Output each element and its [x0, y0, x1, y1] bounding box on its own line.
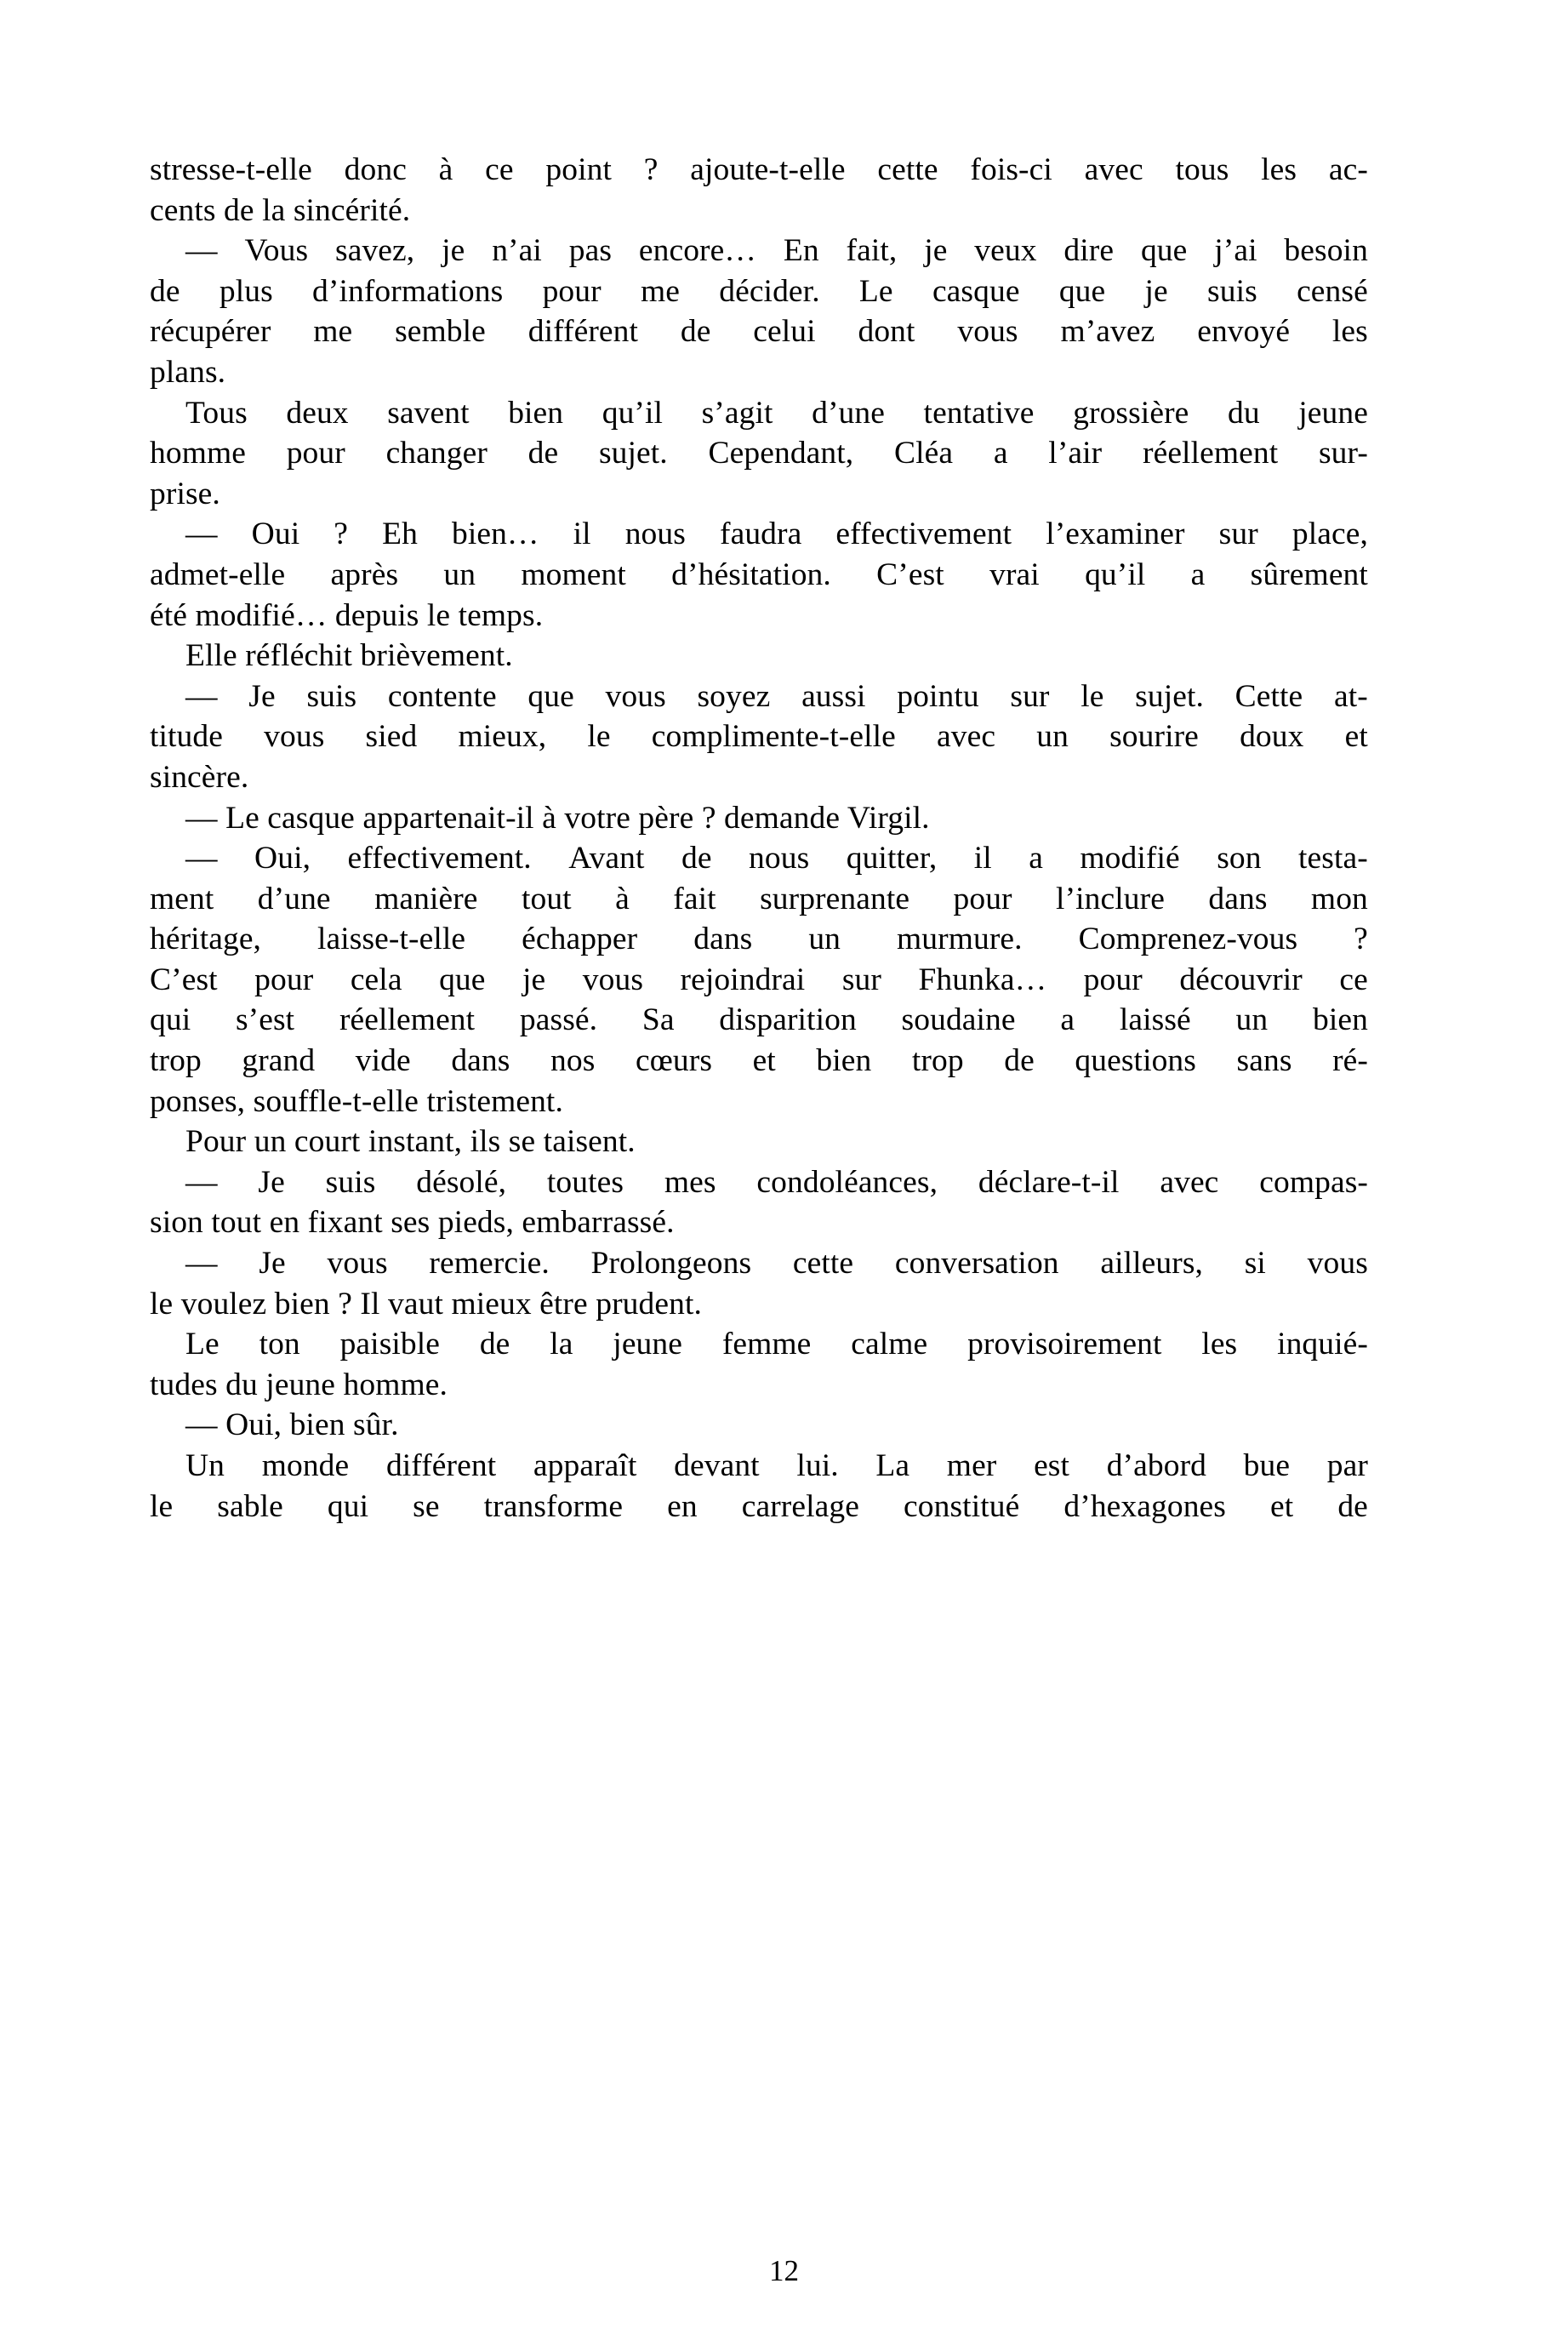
line-word: remercie.: [429, 1246, 550, 1282]
line-word: grand: [242, 1043, 316, 1079]
line-word: tout: [521, 881, 572, 916]
line-word: dans: [1208, 881, 1268, 916]
line-word: grossière: [1073, 395, 1189, 431]
line-word: Oui,: [254, 841, 311, 876]
line-word: fois-ci: [970, 152, 1052, 187]
line-word: effectivement: [835, 517, 1012, 552]
line-word: fait,: [846, 233, 898, 269]
line-word: sur: [1218, 517, 1258, 552]
line-word: semble: [395, 314, 486, 350]
line-word: femme: [721, 1327, 812, 1362]
line-word: ce: [1339, 962, 1368, 997]
line-word: il: [973, 841, 992, 876]
line-word: sourire: [1109, 719, 1199, 755]
line-word: décider.: [719, 273, 820, 309]
line-word: sur: [1010, 678, 1050, 714]
line-word: ment: [150, 881, 214, 916]
text-line: [150, 1162, 1368, 1203]
text-line: [150, 150, 1368, 191]
line-word: de: [1004, 1043, 1035, 1079]
line-word: je: [522, 962, 546, 997]
text-line: plans.: [150, 354, 226, 390]
line-word: suis: [325, 1164, 376, 1200]
line-word: mes: [664, 1164, 716, 1200]
line-word: le: [150, 1488, 174, 1524]
line-word: Sa: [641, 1002, 675, 1038]
line-word: Vous: [244, 233, 309, 269]
line-word: testa-: [1298, 841, 1368, 876]
line-word: sied: [365, 719, 418, 755]
line-word: surprenante: [760, 881, 910, 916]
line-word: dont: [858, 314, 915, 350]
line-word: nous: [749, 841, 810, 876]
line-word: moment: [521, 557, 626, 592]
text-line: [150, 1487, 1368, 1527]
line-word: bien…: [451, 517, 539, 552]
line-word: sûrement: [1250, 557, 1368, 592]
line-word: tous: [1175, 152, 1229, 187]
text-line: [150, 1041, 1368, 1082]
line-word: savent: [387, 395, 470, 431]
line-word: savez,: [335, 233, 415, 269]
line-word: tentative: [923, 395, 1035, 431]
line-word: —: [185, 233, 218, 269]
line-word: pour: [254, 962, 314, 997]
line-word: inquié-: [1277, 1327, 1368, 1362]
line-word: de: [527, 436, 559, 471]
line-word: d’hexagones: [1063, 1488, 1226, 1524]
line-word: quitter,: [846, 841, 938, 876]
line-word: rejoindrai: [680, 962, 806, 997]
line-word: différent: [385, 1448, 497, 1483]
line-word: se: [413, 1488, 440, 1524]
line-word: provisoirement: [967, 1327, 1162, 1362]
line-word: —: [185, 841, 218, 876]
line-word: à: [438, 152, 453, 187]
line-word: lui.: [796, 1448, 839, 1483]
line-word: conversation: [894, 1246, 1059, 1282]
line-word: un: [1036, 719, 1069, 755]
line-word: dire: [1063, 233, 1115, 269]
line-word: Cléa: [893, 436, 954, 471]
line-word: je: [1144, 273, 1168, 309]
line-word: C’est: [150, 962, 218, 997]
line-word: —: [185, 517, 218, 552]
line-word: disparition: [719, 1002, 857, 1038]
line-word: l’inclure: [1056, 881, 1165, 916]
line-word: besoin: [1284, 233, 1368, 269]
line-word: vous: [264, 719, 325, 755]
line-word: carrelage: [741, 1488, 860, 1524]
line-word: modifié: [1080, 841, 1180, 876]
line-word: Tous: [185, 395, 248, 431]
line-word: pas: [568, 233, 613, 269]
line-word: Un: [185, 1448, 225, 1483]
line-word: fait: [673, 881, 716, 916]
line-word: un: [443, 557, 476, 592]
line-word: l’air: [1048, 436, 1103, 471]
line-word: de: [681, 841, 712, 876]
line-word: les: [1201, 1327, 1238, 1362]
text-line: [150, 960, 1368, 1001]
line-word: pour: [953, 881, 1012, 916]
line-word: avec: [937, 719, 996, 755]
line-word: —: [185, 1164, 218, 1200]
line-word: Je: [248, 678, 276, 714]
line-word: envoyé: [1197, 314, 1291, 350]
line-word: dans: [693, 922, 753, 957]
text-line: [150, 1446, 1368, 1487]
line-word: m’avez: [1060, 314, 1155, 350]
line-word: vide: [355, 1043, 411, 1079]
page-text-block: [150, 150, 1368, 1527]
line-word: pour: [286, 436, 345, 471]
line-word: constitué: [904, 1488, 1020, 1524]
line-word: condoléances,: [756, 1164, 938, 1200]
line-word: qu’il: [1085, 557, 1146, 592]
line-word: Prolongeons: [590, 1246, 752, 1282]
line-word: sujet.: [598, 436, 668, 471]
line-word: jeune: [1298, 395, 1368, 431]
line-word: cœurs: [635, 1043, 713, 1079]
line-word: —: [185, 678, 218, 714]
line-word: me: [640, 273, 680, 309]
line-word: devant: [674, 1448, 760, 1483]
line-word: et: [752, 1043, 776, 1079]
line-word: que: [1140, 233, 1188, 269]
line-word: laissé: [1119, 1002, 1191, 1038]
text-line: [150, 271, 1368, 312]
line-word: censé: [1297, 273, 1368, 309]
line-word: sur: [841, 962, 881, 997]
line-word: pointu: [897, 678, 979, 714]
line-word: encore…: [638, 233, 756, 269]
page-number: 12: [769, 2254, 799, 2287]
line-word: il: [573, 517, 591, 552]
line-word: toutes: [546, 1164, 624, 1200]
line-word: a: [993, 436, 1008, 471]
line-word: suis: [1207, 273, 1257, 309]
line-word: par: [1326, 1448, 1368, 1483]
line-word: ailleurs,: [1100, 1246, 1204, 1282]
line-word: Je: [259, 1246, 286, 1282]
text-line: sincère.: [150, 759, 249, 795]
line-word: Le: [185, 1327, 220, 1362]
line-word: suis: [306, 678, 357, 714]
line-word: vous: [582, 962, 644, 997]
line-word: mieux,: [458, 719, 547, 755]
line-word: n’ai: [492, 233, 542, 269]
line-word: que: [439, 962, 486, 997]
line-word: que: [1058, 273, 1106, 309]
text-line: sion tout en fixant ses pieds, embarrassé.: [150, 1205, 675, 1241]
line-word: sable: [217, 1488, 283, 1524]
text-line: [150, 919, 1368, 960]
line-word: Je: [258, 1164, 285, 1200]
line-word: qui: [327, 1488, 369, 1524]
line-word: vous: [957, 314, 1018, 350]
line-word: bien: [508, 395, 564, 431]
line-word: C’est: [876, 557, 944, 592]
text-line: ponses, souffle-t-elle tristement.: [150, 1083, 563, 1119]
line-word: pour: [542, 273, 602, 309]
line-word: murmure.: [897, 922, 1023, 957]
line-word: transforme: [483, 1488, 624, 1524]
line-word: Comprenez-vous: [1078, 922, 1298, 957]
text-line: prise.: [150, 476, 220, 511]
line-word: laisse-t-elle: [317, 922, 466, 957]
line-word: a: [1190, 557, 1206, 592]
line-word: ?: [1354, 922, 1368, 957]
text-line: — Oui, bien sûr.: [185, 1407, 399, 1443]
line-word: Cependant,: [708, 436, 854, 471]
line-word: passé.: [519, 1002, 598, 1038]
line-word: le: [1080, 678, 1104, 714]
line-word: doux: [1240, 719, 1304, 755]
line-word: celui: [753, 314, 816, 350]
line-word: Fhunka…: [918, 962, 1047, 997]
line-word: avec: [1084, 152, 1143, 187]
line-word: après: [330, 557, 399, 592]
line-word: donc: [344, 152, 407, 187]
line-word: ajoute-t-elle: [690, 152, 846, 187]
line-word: récupérer: [150, 314, 271, 350]
line-word: La: [875, 1448, 910, 1483]
line-word: complimente-t-elle: [651, 719, 896, 755]
line-word: de: [1337, 1488, 1368, 1524]
line-word: Le: [858, 273, 893, 309]
line-word: déclare-t-il: [978, 1164, 1120, 1200]
line-word: cette: [877, 152, 938, 187]
line-word: monde: [261, 1448, 350, 1483]
text-line: cents de la sincérité.: [150, 192, 411, 228]
line-word: aussi: [801, 678, 866, 714]
line-word: si: [1244, 1246, 1266, 1282]
line-word: d’une: [257, 881, 331, 916]
line-word: effectivement.: [347, 841, 532, 876]
text-line: Pour un court instant, ils se taisent.: [185, 1124, 636, 1160]
line-word: j’ai: [1214, 233, 1257, 269]
line-word: jeune: [613, 1327, 683, 1362]
line-word: de: [150, 273, 180, 309]
line-word: vous: [327, 1246, 388, 1282]
text-line: [150, 231, 1368, 271]
line-word: réellement: [1142, 436, 1279, 471]
line-word: casque: [932, 273, 1020, 309]
text-line: été modifié… depuis le temps.: [150, 597, 544, 633]
text-line: le voulez bien ? Il vaut mieux être prudent.: [150, 1286, 702, 1322]
line-word: trop: [911, 1043, 964, 1079]
line-word: son: [1217, 841, 1262, 876]
line-word: a: [1029, 841, 1043, 876]
line-word: je: [924, 233, 948, 269]
line-word: qu’il: [602, 395, 664, 431]
line-word: nous: [624, 517, 686, 552]
line-word: stresse-t-elle: [150, 152, 312, 187]
line-word: faudra: [719, 517, 802, 552]
text-line: [150, 1000, 1368, 1041]
line-word: qui: [150, 1002, 191, 1038]
line-word: sujet.: [1135, 678, 1204, 714]
line-word: avec: [1160, 1164, 1219, 1200]
line-word: at-: [1333, 678, 1368, 714]
line-word: changer: [385, 436, 488, 471]
line-word: la: [550, 1327, 573, 1362]
line-word: et: [1270, 1488, 1294, 1524]
text-line: [150, 555, 1368, 596]
line-word: un: [1235, 1002, 1269, 1038]
line-word: de: [680, 314, 711, 350]
line-word: homme: [150, 436, 246, 471]
line-word: ac-: [1328, 152, 1368, 187]
line-word: vous: [605, 678, 666, 714]
line-word: calme: [851, 1327, 928, 1362]
line-word: ré-: [1332, 1043, 1368, 1079]
line-word: en: [667, 1488, 698, 1524]
line-word: veux: [974, 233, 1037, 269]
line-word: vous: [1307, 1246, 1368, 1282]
line-word: de: [479, 1327, 510, 1362]
line-word: je: [442, 233, 465, 269]
line-word: point: [545, 152, 612, 187]
text-line: — Le casque appartenait-il à votre père ? demande Virgil.: [185, 800, 930, 836]
text-line: tudes du jeune homme.: [150, 1367, 448, 1402]
line-word: apparaît: [533, 1448, 637, 1483]
line-word: est: [1034, 1448, 1070, 1483]
line-word: du: [1227, 395, 1260, 431]
line-word: contente: [387, 678, 497, 714]
line-word: titude: [150, 719, 224, 755]
text-line: [150, 879, 1368, 920]
line-word: bien: [816, 1043, 872, 1079]
line-word: soudaine: [901, 1002, 1016, 1038]
text-line: Elle réfléchit brièvement.: [185, 638, 513, 674]
line-word: ton: [259, 1327, 300, 1362]
line-word: un: [808, 922, 841, 957]
line-word: désolé,: [416, 1164, 507, 1200]
line-word: questions: [1075, 1043, 1196, 1079]
line-word: découvrir: [1179, 962, 1303, 997]
line-word: trop: [150, 1043, 202, 1079]
line-word: manière: [374, 881, 478, 916]
text-line: [150, 1243, 1368, 1284]
line-word: l’examiner: [1046, 517, 1185, 552]
line-word: s’agit: [701, 395, 773, 431]
line-word: soyez: [697, 678, 771, 714]
text-line: [150, 393, 1368, 434]
line-word: cette: [792, 1246, 854, 1282]
line-word: les: [1331, 314, 1368, 350]
text-line: [150, 1324, 1368, 1365]
line-word: réellement: [339, 1002, 476, 1038]
line-word: mon: [1310, 881, 1368, 916]
line-word: Cette: [1234, 678, 1303, 714]
line-word: dans: [451, 1043, 510, 1079]
line-word: d’hésitation.: [671, 557, 831, 592]
line-word: paisible: [339, 1327, 441, 1362]
text-line: [150, 514, 1368, 555]
line-word: d’abord: [1106, 1448, 1207, 1483]
line-word: les: [1261, 152, 1297, 187]
line-word: cela: [350, 962, 402, 997]
line-word: ?: [334, 517, 349, 552]
line-word: sans: [1236, 1043, 1292, 1079]
line-word: bien: [1312, 1002, 1368, 1038]
line-word: compas-: [1259, 1164, 1368, 1200]
line-word: deux: [286, 395, 349, 431]
line-word: sur-: [1318, 436, 1368, 471]
line-word: bue: [1243, 1448, 1291, 1483]
line-word: d’une: [812, 395, 885, 431]
text-line: [150, 433, 1368, 474]
text-line: [150, 311, 1368, 352]
line-word: ce: [485, 152, 514, 187]
line-word: pour: [1083, 962, 1143, 997]
line-word: plus: [219, 273, 273, 309]
line-word: admet-elle: [150, 557, 286, 592]
line-word: échapper: [522, 922, 638, 957]
line-word: En: [783, 233, 819, 269]
line-word: —: [185, 1246, 218, 1282]
line-word: Oui: [251, 517, 300, 552]
line-word: Eh: [382, 517, 418, 552]
line-word: que: [527, 678, 574, 714]
line-word: Avant: [568, 841, 645, 876]
text-line: [150, 838, 1368, 879]
line-word: place,: [1291, 517, 1368, 552]
line-word: ?: [643, 152, 659, 187]
line-word: nos: [550, 1043, 596, 1079]
line-word: à: [615, 881, 630, 916]
line-word: me: [313, 314, 353, 350]
line-word: vrai: [989, 557, 1040, 592]
line-word: le: [587, 719, 611, 755]
line-word: mer: [946, 1448, 997, 1483]
line-word: et: [1344, 719, 1368, 755]
line-word: s’est: [235, 1002, 295, 1038]
line-word: différent: [527, 314, 639, 350]
line-word: d’informations: [312, 273, 504, 309]
text-line: [150, 676, 1368, 717]
line-word: a: [1060, 1002, 1075, 1038]
text-line: [150, 716, 1368, 757]
line-word: héritage,: [150, 922, 262, 957]
